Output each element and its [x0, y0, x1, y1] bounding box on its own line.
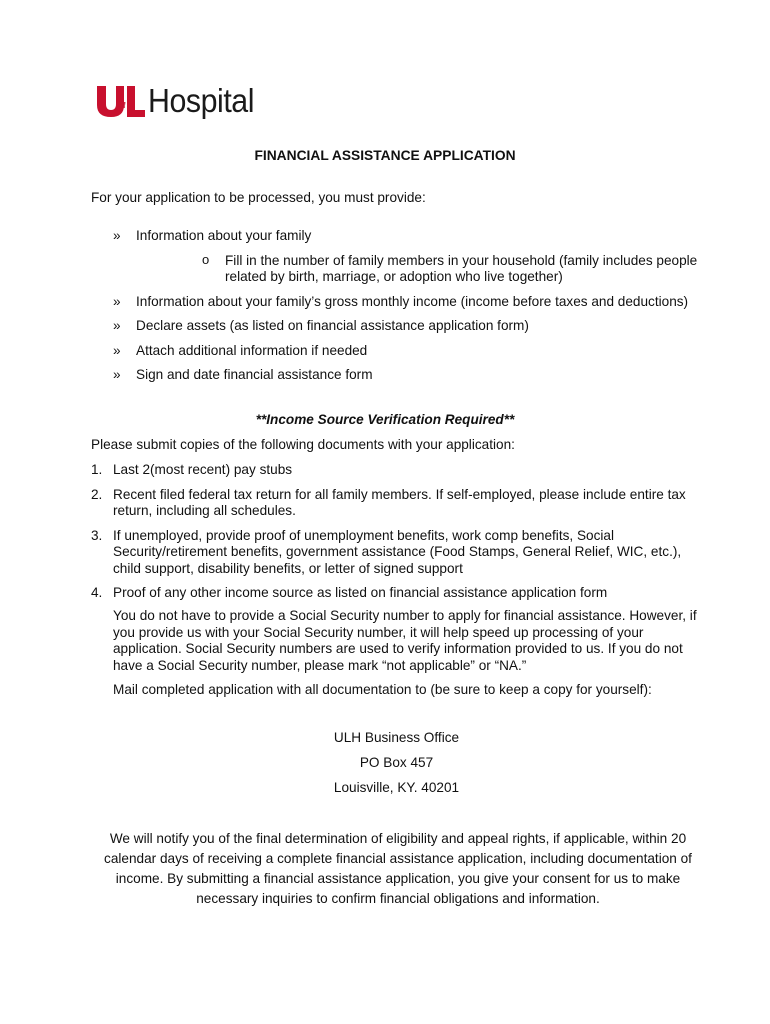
requirement-text: Declare assets (as listed on financial assistance application form) — [136, 318, 529, 333]
mail-instructions: Mail completed application with all documentation to (be sure to keep a copy for yourself): — [113, 682, 652, 697]
address-line-3: Louisville, KY. 40201 — [333, 780, 460, 795]
document-title: FINANCIAL ASSISTANCE APPLICATION — [254, 148, 516, 163]
bullet-marker: » — [113, 367, 121, 382]
verification-heading: **Income Source Verification Required** — [255, 412, 515, 427]
bullet-marker: » — [113, 342, 121, 358]
requirement-item — [91, 367, 731, 384]
item-number: 3. — [91, 527, 103, 543]
requirements-intro: For your application to be processed, you must provide: — [91, 190, 426, 205]
address-line-1: ULH Business Office — [333, 730, 460, 745]
verification-intro: Please submit copies of the following documents with your application: — [91, 437, 515, 452]
item-number: 1. — [91, 462, 103, 477]
bullet-marker: » — [113, 318, 121, 333]
verification-item — [91, 462, 711, 479]
hospital-logo — [96, 80, 263, 122]
svg-text:of: of — [118, 101, 126, 110]
item-number: 2. — [91, 486, 103, 502]
address-line-2: PO Box 457 — [359, 755, 434, 770]
requirement-item — [91, 228, 731, 286]
requirement-item — [91, 294, 731, 311]
verification-item-text: Proof of any other income source as listed on financial assistance application form — [113, 585, 608, 600]
verification-item-text: Recent filed federal tax return for all family members. If self-employed, please include entire tax return, including all schedules. — [113, 486, 686, 518]
uofl-logo-graphic — [96, 83, 146, 119]
verification-list — [91, 462, 711, 610]
item-number: 4. — [91, 585, 103, 600]
requirement-item — [91, 343, 731, 360]
closing-statement: We will notify you of the final determination of eligibility and appeal rights, if applicable, within 20 calendar days of receiving a complete financial assistance application, including documentation of income. By submitting a financial assistance application, you give your consent for us to make necessary inquiries to confirm financial obligations and information. — [104, 831, 692, 906]
requirement-text: Information about your family’s gross monthly income (income before taxes and deductions) — [136, 293, 689, 309]
verification-item — [91, 528, 711, 578]
requirement-text: Sign and date financial assistance form — [136, 367, 373, 382]
uofl-logo-mark — [96, 83, 146, 119]
requirement-subitem-text: Fill in the number of family members in your household (family includes people related by birth, marriage, or adoption who live together) — [225, 252, 698, 284]
logo-wordmark: Hospital — [148, 82, 255, 119]
sub-bullet-marker: o — [202, 251, 210, 267]
verification-item — [91, 487, 711, 520]
requirements-list — [91, 228, 731, 392]
requirement-item — [91, 318, 731, 335]
verification-item-text: If unemployed, provide proof of unemployment benefits, work comp benefits, Social Security/retirement benefits, government assistance (Food Stamps, General Relief, WIC, etc.), child support, disability benefits, or letter of signed support — [113, 527, 682, 576]
ssn-note: You do not have to provide a Social Security number to apply for financial assistance. However, if you provide us with your Social Security number, it will help speed up processing of your application. Social Security numbers are used to verify information provided to us. If you do not have a Social Security number, please mark “not applicable” or “NA.” — [113, 608, 697, 673]
requirement-text: Information about your family — [136, 228, 312, 243]
requirement-subitem — [180, 253, 725, 286]
bullet-marker: » — [113, 228, 121, 243]
verification-item-text: Last 2(most recent) pay stubs — [113, 462, 293, 477]
requirement-text: Attach additional information if needed — [136, 342, 368, 358]
verification-item — [91, 585, 711, 602]
bullet-marker: » — [113, 293, 121, 309]
